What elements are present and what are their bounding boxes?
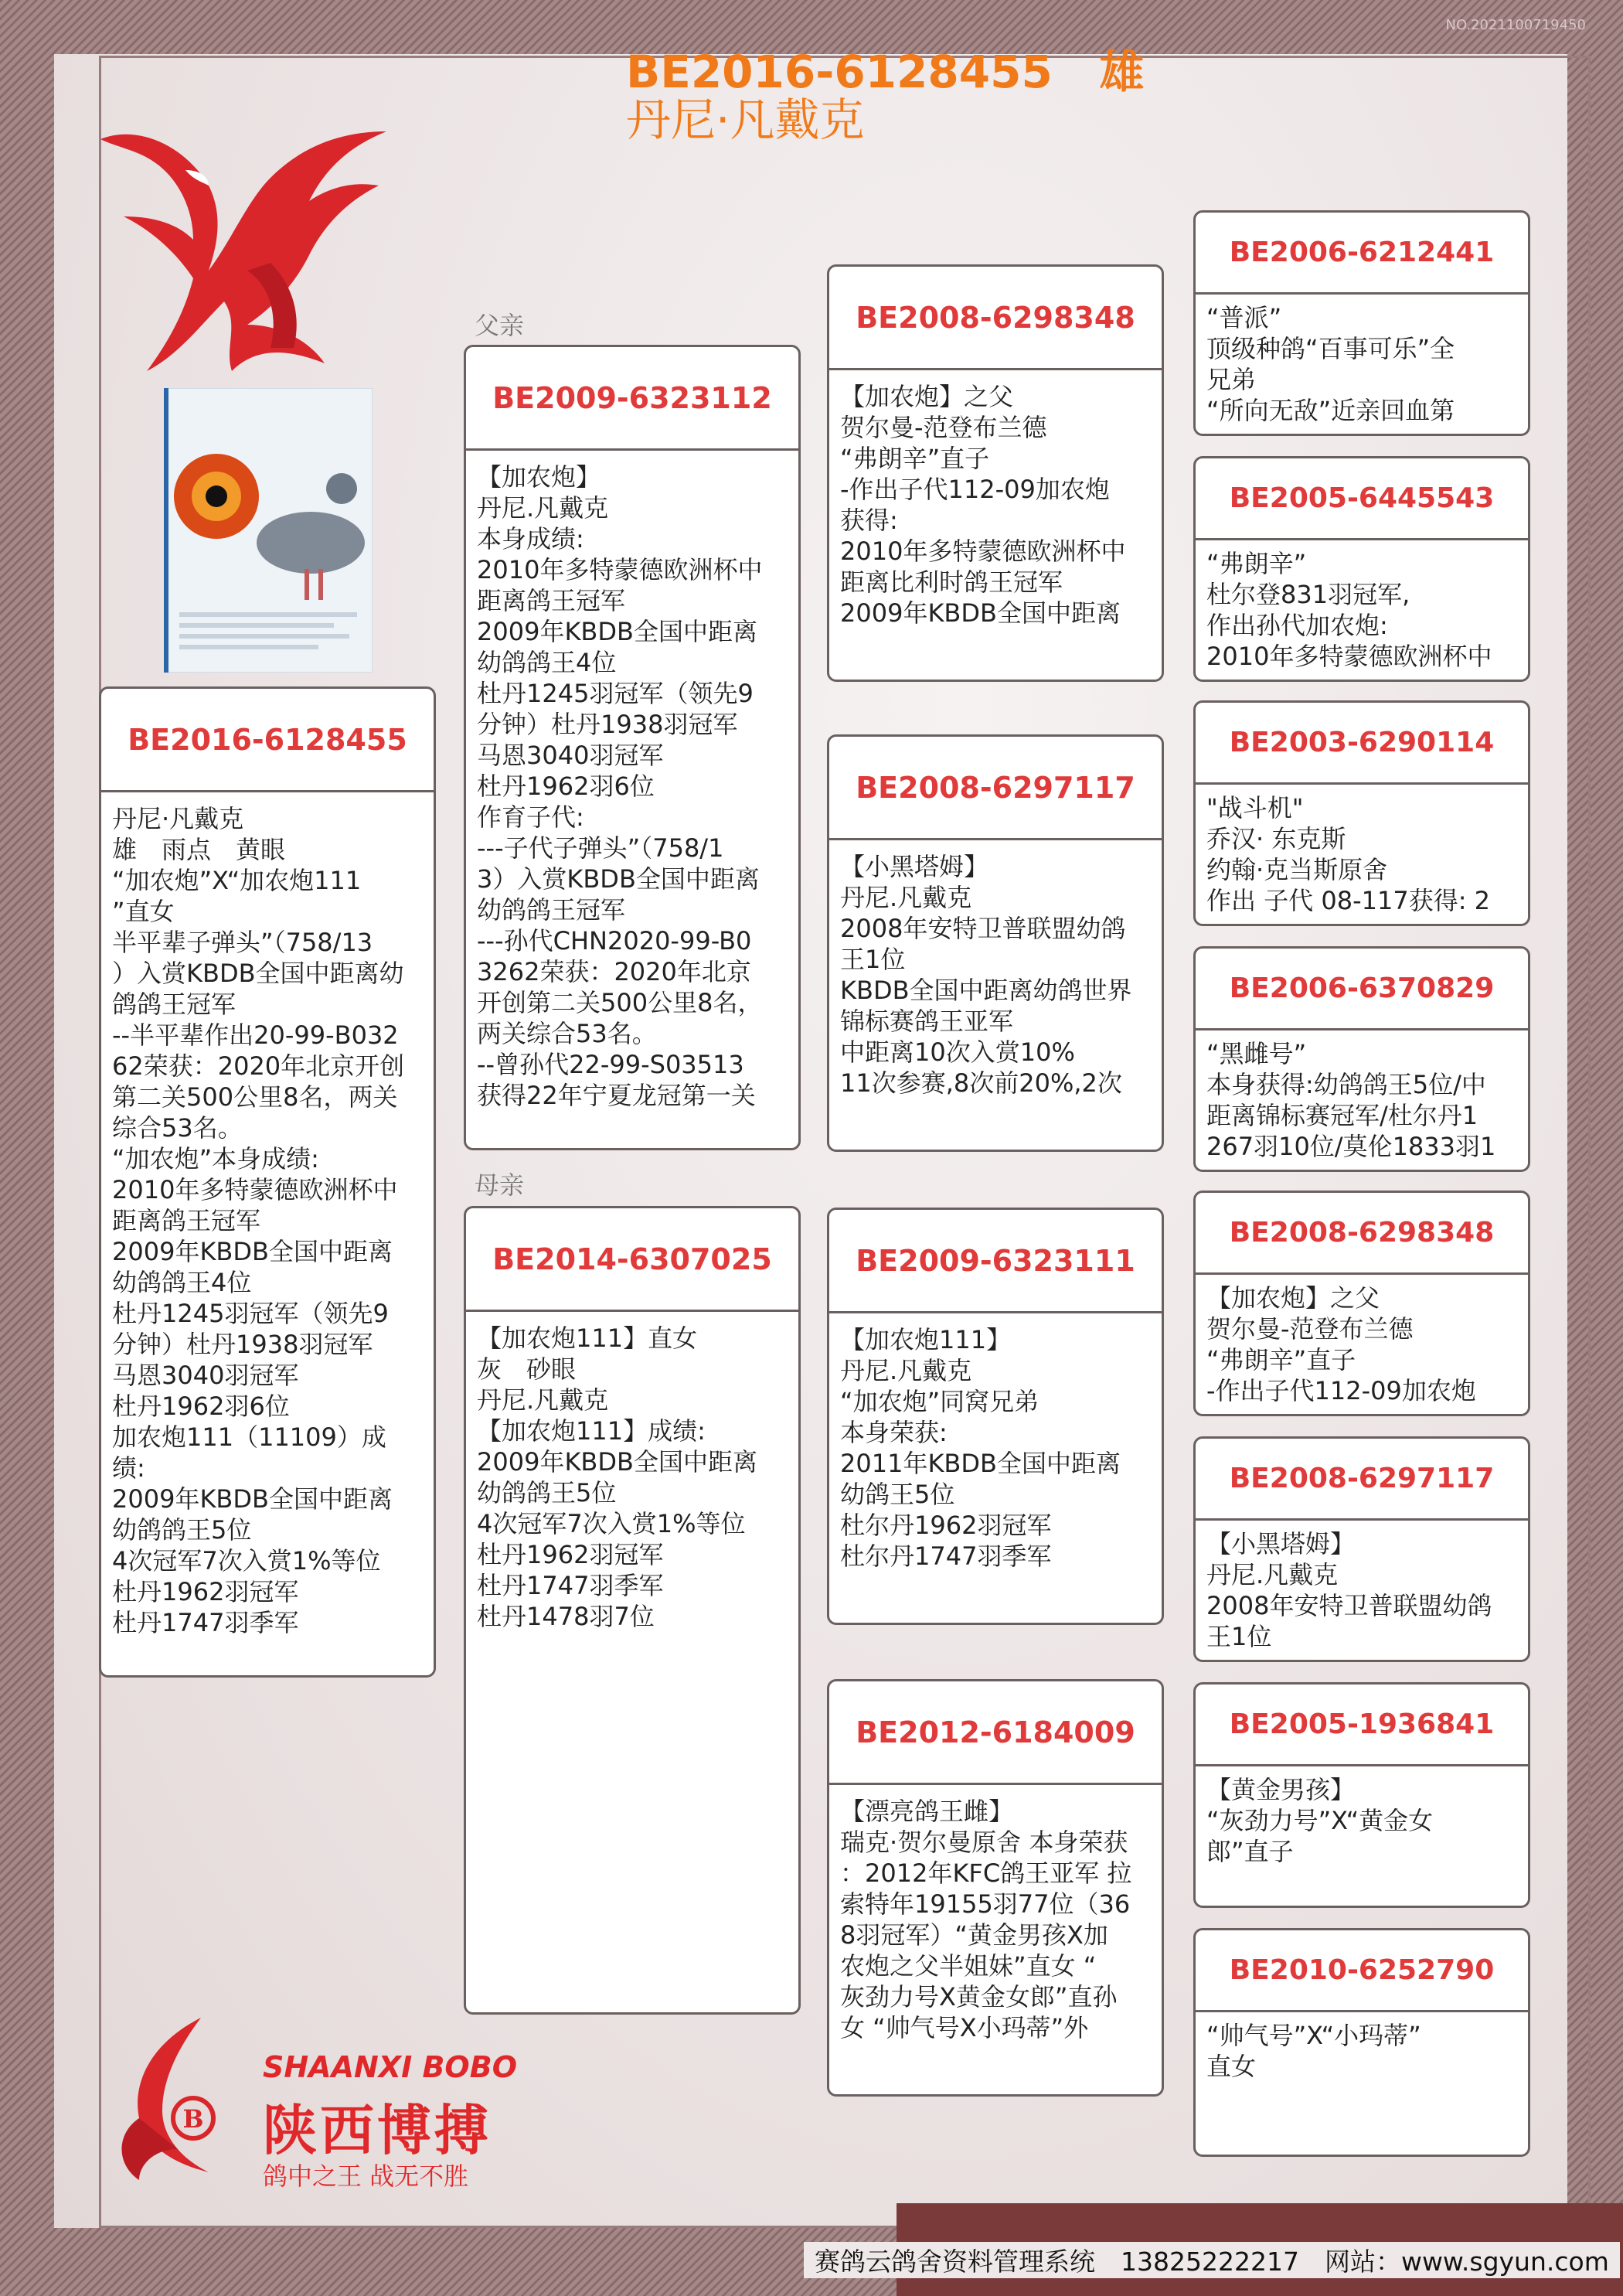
grandparent-ring: BE2012-6184009 xyxy=(829,1681,1162,1785)
grandparent-card xyxy=(827,1679,1164,2097)
grandparent-ring: BE2008-6298348 xyxy=(829,267,1162,370)
great-grandparent-text: “普派” 顶级种鸽“百事可乐”全 兄弟 “所向无敌”近亲回血第 xyxy=(1206,303,1455,425)
great-grandparent-card xyxy=(1193,1682,1530,1908)
great-grandparent-ring: BE2008-6298348 xyxy=(1196,1193,1528,1275)
grandparent-card xyxy=(827,264,1164,682)
pigeon-photo xyxy=(164,388,373,673)
great-grandparent-ring: BE2008-6297117 xyxy=(1196,1439,1528,1521)
great-grandparent-text: “黑雌号” 本身获得:幼鸽鸽王5位/中 距离锦标赛冠军/杜尔丹1 267羽10位/莫伦1833羽1 xyxy=(1206,1039,1496,1161)
father-ring: BE2009-6323112 xyxy=(466,347,798,451)
great-grandparent-card xyxy=(1193,946,1530,1172)
grandparent-card xyxy=(827,734,1164,1152)
mother-text: 【加农炮111】直女 灰 砂眼 丹尼.凡戴克 【加农炮111】成绩: 2009年KBDB全国中距离 幼鸽鸽王5位 4次冠军7次入赏1%等位 杜丹1962羽冠军 杜丹1747羽季军 杜丹1478羽7位 xyxy=(477,1323,757,1631)
grandparent-ring: BE2009-6323111 xyxy=(829,1210,1162,1313)
mother-label: 母亲 xyxy=(475,1170,525,1200)
father-card xyxy=(464,345,801,1150)
great-grandparent-ring: BE2010-6252790 xyxy=(1196,1930,1528,2012)
great-grandparent-card xyxy=(1193,1928,1530,2157)
svg-text:B: B xyxy=(182,2104,204,2134)
grandparent-text: 【小黑塔姆】 丹尼.凡戴克 2008年安特卫普联盟幼鸽 王1位 KBDB全国中距离幼鸽世界 锦标赛鸽王亚军 中距离10次入赏10% 11次参赛,8次前20%,2次 xyxy=(840,852,1132,1098)
great-grandparent-ring: BE2003-6290114 xyxy=(1196,703,1528,785)
phoenix-logo-icon xyxy=(93,116,402,394)
great-grandparent-ring: BE2006-6212441 xyxy=(1196,213,1528,295)
grandparent-card xyxy=(827,1208,1164,1625)
grandparent-ring: BE2008-6297117 xyxy=(829,737,1162,840)
brand-name-en: SHAANXI BOBO xyxy=(263,2050,517,2084)
great-grandparent-card xyxy=(1193,1191,1530,1416)
document-number: NO.2021100719450 xyxy=(1445,17,1586,33)
brand-logo-icon xyxy=(108,2010,263,2188)
great-grandparent-ring: BE2005-6445543 xyxy=(1196,458,1528,540)
great-grandparent-card xyxy=(1193,456,1530,682)
great-grandparent-text: 【黄金男孩】 “灰劲力号”X“黄金女 郎”直子 xyxy=(1206,1775,1434,1866)
page-title-ring: BE2016-6128455 雄 xyxy=(626,46,1145,98)
great-grandparent-text: 【小黑塔姆】 丹尼.凡戴克 2008年安特卫普联盟幼鸽 王1位 xyxy=(1206,1529,1492,1651)
grandparent-text: 【加农炮111】 丹尼.凡戴克 “加农炮”同窝兄弟 本身荣获: 2011年KBDB全国中距离 幼鸽王5位 杜尔丹1962羽冠军 杜尔丹1747羽季军 xyxy=(840,1325,1121,1571)
great-grandparent-text: "战斗机" 乔汉· 东克斯 约翰·克当斯原舍 作出 子代 08-117获得: 2 xyxy=(1206,793,1491,915)
great-grandparent-ring: BE2006-6370829 xyxy=(1196,949,1528,1030)
grandparent-text: 【漂亮鸽王雌】 瑞克·贺尔曼原舍 本身荣获 ：2012年KFC鸽王亚军 拉 索特年19155羽77位（36 8羽冠军）“黄金男孩X加 农炮之父半姐妹”直女 “ 灰劲力号X黄金女郎”直孙 女 “帅气号X小玛蒂”外 xyxy=(840,1797,1132,2042)
page-title-breeder: 丹尼·凡戴克 xyxy=(626,94,865,146)
grandparent-text: 【加农炮】之父 贺尔曼-范登布兰德 “弗朗辛”直子 -作出子代112-09加农炮 获得: 2010年多特蒙德欧洲杯中 距离比利时鸽王冠军 2009年KBDB全国中距离 xyxy=(840,382,1126,628)
great-grandparent-ring: BE2005-1936841 xyxy=(1196,1685,1528,1766)
subject-ring: BE2016-6128455 xyxy=(101,689,434,792)
mother-card xyxy=(464,1206,801,2015)
mother-ring: BE2014-6307025 xyxy=(466,1208,798,1312)
great-grandparent-text: 【加农炮】之父 贺尔曼-范登布兰德 “弗朗辛”直子 -作出子代112-09加农炮 xyxy=(1206,1283,1476,1405)
great-grandparent-card xyxy=(1193,700,1530,926)
father-label: 父亲 xyxy=(475,311,525,340)
great-grandparent-card xyxy=(1193,210,1530,436)
father-text: 【加农炮】 丹尼.凡戴克 本身成绩: 2010年多特蒙德欧洲杯中 距离鸽王冠军 2009年KBDB全国中距离 幼鸽鸽王4位 杜丹1245羽冠军（领先9 分钟）杜丹1938羽冠军 马恩3040羽冠军 杜丹1962羽6位 作育子代: ---子代子弹头”（758/1 3）入赏KBDB全国中距离 幼鸽鸽王冠军 ---孙代CHN2020-99-B0 3262荣获：2020年北京 开创第二关500公里8名， 两关综合53名。 --曾孙代22-99-S03513 获得22年宁夏龙冠第一关 xyxy=(477,462,763,1110)
brand-name-cn: 陕西博搏 xyxy=(263,2099,492,2162)
great-grandparent-text: “弗朗辛” 杜尔登831羽冠军, 作出孙代加农炮: 2010年多特蒙德欧洲杯中 xyxy=(1206,549,1492,671)
footer-info: 赛鸽云鸽舍资料管理系统 13825222217 网站：www.sgyun.com xyxy=(804,2242,1620,2278)
subject-text: 丹尼·凡戴克 雄 雨点 黄眼 “加农炮”X“加农炮111 ”直女 半平辈子弹头”（758/13 ）入赏KBDB全国中距离幼 鸽鸽王冠军 --半平辈作出20-99-B032 62荣获：2020年北京开创 第二关500公里8名，两关 综合53名。 “加农炮”本身成绩: 2010年多特蒙德欧洲杯中 距离鸽王冠军 2009年KBDB全国中距离 幼鸽鸽王4位 杜丹1245羽冠军（领先9 分钟）杜丹1938羽冠军 马恩3040羽冠军 杜丹1962羽6位 加农炮111（11109）成 绩: 2009年KBDB全国中距离 幼鸽鸽王5位 4次冠军7次入赏1%等位 杜丹1962羽冠军 杜丹1747羽季军 xyxy=(112,804,405,1637)
great-grandparent-card xyxy=(1193,1436,1530,1662)
brand-slogan: 鸽中之王 战无不胜 xyxy=(263,2161,469,2191)
subject-card xyxy=(99,686,436,1678)
great-grandparent-text: “帅气号”X“小玛蒂” 直女 xyxy=(1206,2021,1421,2081)
